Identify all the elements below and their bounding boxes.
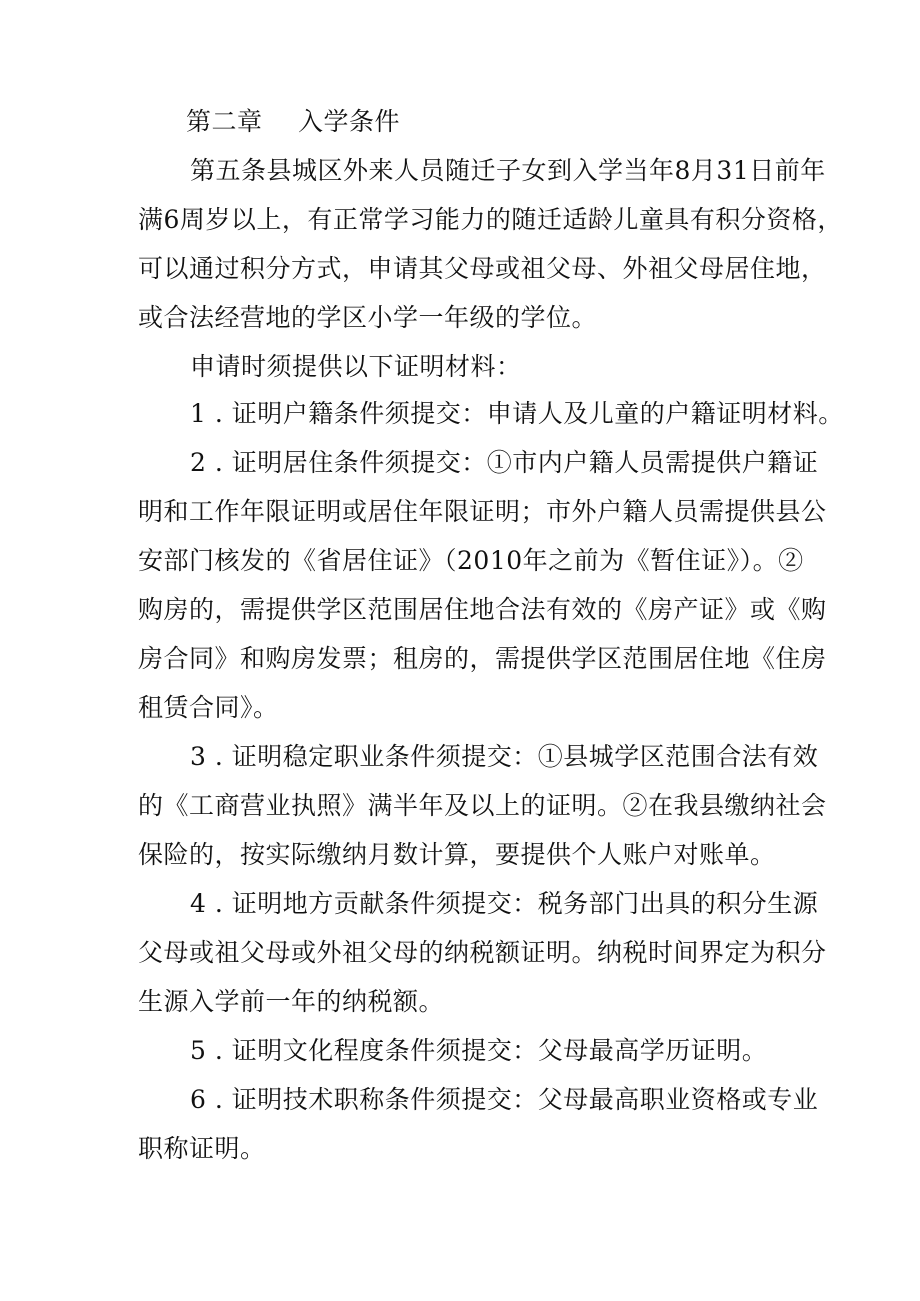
- item-4-line-2: 父母或祖父母或外祖父母的纳税额证明。纳税时间界定为积分: [138, 938, 827, 967]
- item-4-line-3: 生源入学前一年的纳税额。: [138, 987, 445, 1016]
- article-5-line-3: 可以通过积分方式，申请其父母或祖父母、外祖父母居住地，: [138, 254, 827, 283]
- item-5-line-1: 5 . 证明文化程度条件须提交：父母最高学历证明。: [190, 1036, 768, 1065]
- item-3-line-2: 的《工商营业执照》满半年及以上的证明。②在我县缴纳社会: [138, 791, 827, 820]
- item-2-line-6: 租赁合同》。: [138, 693, 279, 722]
- item-2-line-5: 房合同》和购房发票；租房的，需提供学区范围居住地《住房: [138, 644, 827, 673]
- item-2-line-1: 2 . 证明居住条件须提交：①市内户籍人员需提供户籍证: [190, 448, 819, 477]
- chapter-number: 第二章: [186, 107, 263, 136]
- chapter-title: 入学条件: [298, 107, 401, 136]
- item-4-line-1: 4 . 证明地方贡献条件须提交：税务部门出具的积分生源: [190, 889, 819, 918]
- item-2-line-2: 明和工作年限证明或居住年限证明；市外户籍人员需提供县公: [138, 497, 827, 526]
- item-6-line-1: 6 . 证明技术职称条件须提交：父母最高职业资格或专业: [190, 1085, 819, 1114]
- article-5-line-4: 或合法经营地的学区小学一年级的学位。: [138, 303, 598, 332]
- item-3-line-1: 3 . 证明稳定职业条件须提交：①县城学区范围合法有效: [190, 742, 819, 771]
- article-5-line-1: 第五条县城区外来人员随迁子女到入学当年8月31日前年: [190, 156, 826, 185]
- item-3-line-3: 保险的，按实际缴纳月数计算，要提供个人账户对账单。: [138, 840, 776, 869]
- article-5-line-2: 满6周岁以上，有正常学习能力的随迁适龄儿童具有积分资格，: [138, 205, 843, 234]
- item-2-line-4: 购房的，需提供学区范围居住地合法有效的《房产证》或《购: [138, 595, 827, 624]
- item-2-line-3: 安部门核发的《省居住证》（2010年之前为《暂住证》）。②: [138, 546, 804, 575]
- item-6-line-2: 职称证明。: [138, 1134, 266, 1163]
- item-1-line-1: 1 . 证明户籍条件须提交：申请人及儿童的户籍证明材料。: [190, 399, 844, 428]
- materials-intro: 申请时须提供以下证明材料：: [190, 352, 522, 381]
